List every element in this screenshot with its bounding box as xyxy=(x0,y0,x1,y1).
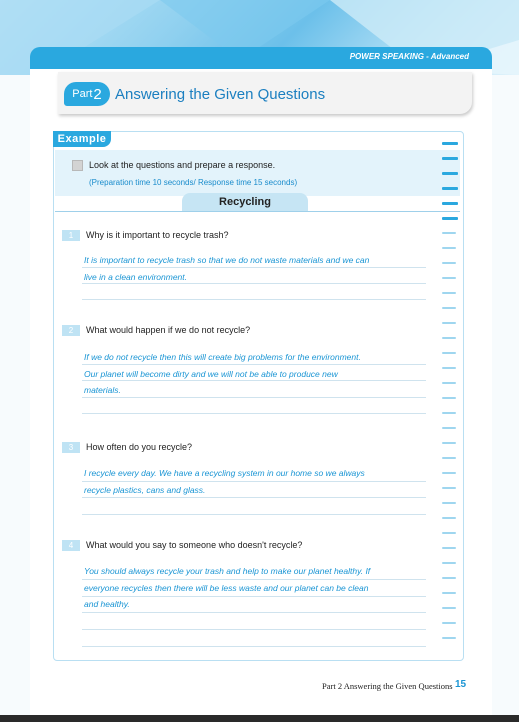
topic-divider xyxy=(55,211,460,212)
answer-line: recycle plastics, cans and glass. xyxy=(84,484,206,495)
binder-ring xyxy=(442,382,456,384)
binder-ring xyxy=(442,577,456,579)
answer-line: live in a clean environment. xyxy=(84,271,188,282)
part-badge xyxy=(64,82,110,106)
binder-ring xyxy=(442,337,456,339)
binder-ring xyxy=(442,442,456,444)
question-text: Why is it important to recycle trash? xyxy=(86,230,229,240)
question-text: What would happen if we do not recycle? xyxy=(86,325,251,335)
writing-line xyxy=(82,497,426,498)
writing-line xyxy=(82,514,426,515)
binder-ring xyxy=(442,217,458,220)
answer-line: You should always recycle your trash and help to make our planet healthy. If xyxy=(84,566,371,576)
answer-line: materials. xyxy=(84,385,121,395)
question-number: 2 xyxy=(62,325,80,336)
series-title: POWER SPEAKING - Advanced xyxy=(349,52,469,61)
writing-line xyxy=(82,380,426,381)
page-title: Answering the Given Questions xyxy=(115,86,326,103)
binder-ring xyxy=(442,547,456,549)
answer-line: I recycle every day. We have a recycling system in our home so we always xyxy=(84,468,365,478)
binder-ring xyxy=(442,172,458,175)
binder-ring xyxy=(442,367,456,369)
answer-line: It is important to recycle trash so that we do not waste materials and we can xyxy=(84,255,370,265)
question-number: 1 xyxy=(62,230,80,241)
binder-ring xyxy=(442,637,456,639)
answer-line: Our planet will become dirty and we will not be able to produce new xyxy=(84,368,338,379)
timing-text: (Preparation time 10 seconds/ Response time 15 seconds) xyxy=(89,178,298,187)
writing-line xyxy=(82,481,426,482)
question-text: How often do you recycle? xyxy=(86,442,193,452)
answer-line: and healthy. xyxy=(84,599,130,609)
binder-rings-icon xyxy=(434,134,464,654)
binder-ring xyxy=(442,142,458,145)
binder-ring xyxy=(442,487,456,489)
binder-ring xyxy=(442,502,456,504)
writing-line xyxy=(82,596,426,597)
question-number: 4 xyxy=(62,540,80,551)
writing-line xyxy=(82,646,426,647)
answer-text xyxy=(84,349,424,399)
binder-ring xyxy=(442,427,456,429)
binder-ring xyxy=(442,472,456,474)
instruction-text: Look at the questions and prepare a response. xyxy=(89,160,276,170)
binder-ring xyxy=(442,262,456,264)
binder-ring xyxy=(442,412,456,414)
example-tab: Example xyxy=(53,131,111,147)
part-word: Part xyxy=(72,88,93,100)
checkbox-icon xyxy=(72,160,83,171)
question-text: What would you say to someone who doesn't recycle? xyxy=(86,540,303,550)
question-number: 3 xyxy=(62,442,80,453)
binder-ring xyxy=(442,202,458,205)
binder-ring xyxy=(442,532,456,534)
answer-text xyxy=(84,563,424,613)
answer-line: If we do not recycle then this will create big problems for the environment. xyxy=(84,352,361,362)
binder-ring xyxy=(442,247,456,249)
writing-line xyxy=(82,397,426,398)
binder-ring xyxy=(442,322,456,324)
binder-ring xyxy=(442,352,456,354)
binder-ring xyxy=(442,517,456,519)
writing-line xyxy=(82,612,426,613)
binder-ring xyxy=(442,562,456,564)
binder-ring xyxy=(442,232,456,234)
binder-ring xyxy=(442,157,458,160)
writing-line xyxy=(82,299,426,300)
binder-ring xyxy=(442,457,456,459)
topic-tab: Recycling xyxy=(182,193,308,211)
page-number: 15 xyxy=(455,679,467,690)
binder-ring xyxy=(442,607,456,609)
binder-ring xyxy=(442,592,456,594)
instruction-band xyxy=(55,150,460,196)
binder-ring xyxy=(442,277,456,279)
binder-ring xyxy=(442,292,456,294)
binder-ring xyxy=(442,307,456,309)
footer-section-title: Part 2 Answering the Given Questions xyxy=(322,681,453,691)
part-number: 2 xyxy=(93,85,102,103)
binder-ring xyxy=(442,622,456,624)
binder-ring xyxy=(442,187,458,190)
answer-text xyxy=(84,252,424,285)
answer-line: everyone recycles then there will be less waste and our planet can be clean xyxy=(84,582,369,593)
writing-line xyxy=(82,413,426,414)
writing-line xyxy=(82,629,426,630)
writing-line xyxy=(82,579,426,580)
writing-line xyxy=(82,267,426,268)
binder-ring xyxy=(442,397,456,399)
bottom-edge xyxy=(0,715,519,722)
writing-line xyxy=(82,364,426,365)
writing-line xyxy=(82,283,426,284)
